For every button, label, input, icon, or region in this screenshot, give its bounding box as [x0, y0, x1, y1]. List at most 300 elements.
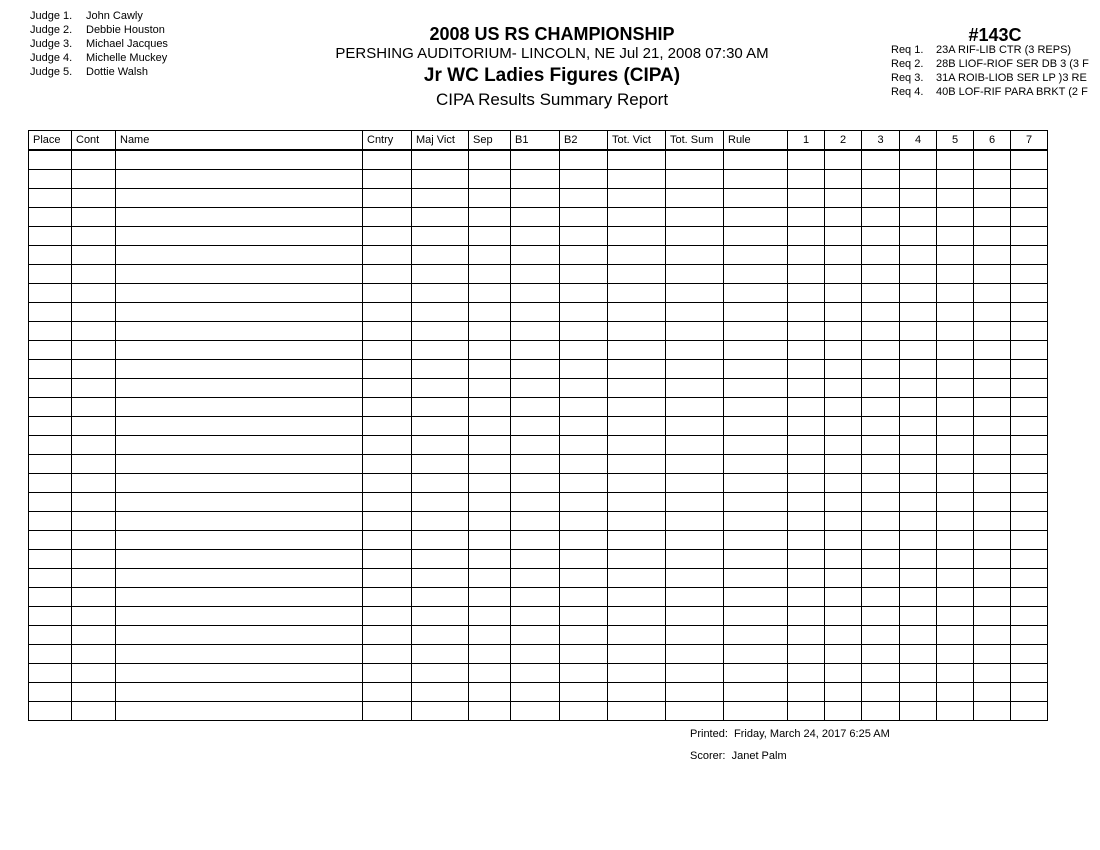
table-cell: [937, 341, 974, 360]
table-cell: [469, 208, 511, 227]
table-cell: [1011, 645, 1048, 664]
table-cell: [900, 265, 937, 284]
table-cell: [29, 664, 72, 683]
table-row: [29, 626, 1048, 645]
table-cell: [608, 626, 666, 645]
table-cell: [29, 360, 72, 379]
table-cell: [937, 379, 974, 398]
table-cell: [511, 227, 560, 246]
table-cell: [116, 607, 363, 626]
table-cell: [974, 683, 1011, 702]
report-title: CIPA Results Summary Report: [435, 90, 669, 109]
table-cell: [724, 531, 788, 550]
table-cell: [72, 493, 116, 512]
table-cell: [116, 645, 363, 664]
table-row: [29, 588, 1048, 607]
table-cell: [412, 436, 469, 455]
table-cell: [363, 436, 412, 455]
table-cell: [862, 189, 900, 208]
table-cell: [900, 227, 937, 246]
results-table: [28, 130, 1048, 721]
table-cell: [788, 227, 825, 246]
table-cell: [511, 607, 560, 626]
table-cell: [788, 455, 825, 474]
table-cell: [412, 189, 469, 208]
column-header: Tot. Sum: [666, 131, 724, 151]
requirement-item: [891, 85, 1089, 99]
table-cell: [862, 284, 900, 303]
table-cell: [511, 170, 560, 189]
column-header: Cntry: [363, 131, 412, 151]
table-cell: [72, 683, 116, 702]
table-cell: [724, 189, 788, 208]
table-cell: [363, 607, 412, 626]
table-cell: [724, 208, 788, 227]
table-cell: [116, 436, 363, 455]
table-cell: [560, 588, 608, 607]
column-header: Maj Vict: [412, 131, 469, 151]
table-cell: [788, 208, 825, 227]
table-cell: [116, 265, 363, 284]
column-header: 3: [862, 131, 900, 151]
table-cell: [469, 265, 511, 284]
table-cell: [608, 189, 666, 208]
scorer-info: [690, 750, 787, 762]
table-cell: [900, 189, 937, 208]
table-cell: [511, 664, 560, 683]
table-cell: [560, 645, 608, 664]
table-cell: [666, 227, 724, 246]
table-cell: [511, 474, 560, 493]
table-cell: [560, 379, 608, 398]
table-cell: [825, 227, 862, 246]
table-cell: [1011, 550, 1048, 569]
table-cell: [900, 531, 937, 550]
table-cell: [937, 246, 974, 265]
table-cell: [72, 550, 116, 569]
requirement-label: Req 2.: [891, 58, 924, 70]
table-cell: [29, 189, 72, 208]
table-cell: [412, 379, 469, 398]
table-cell: [825, 493, 862, 512]
table-cell: [788, 360, 825, 379]
table-cell: [608, 436, 666, 455]
table-cell: [788, 512, 825, 531]
table-cell: [469, 588, 511, 607]
table-cell: [788, 246, 825, 265]
table-cell: [974, 189, 1011, 208]
table-cell: [937, 265, 974, 284]
table-cell: [937, 189, 974, 208]
table-cell: [788, 189, 825, 208]
table-cell: [862, 588, 900, 607]
table-cell: [666, 150, 724, 170]
table-cell: [608, 455, 666, 474]
table-cell: [608, 398, 666, 417]
table-cell: [937, 702, 974, 721]
table-cell: [29, 702, 72, 721]
table-cell: [862, 474, 900, 493]
table-cell: [412, 702, 469, 721]
table-cell: [560, 455, 608, 474]
table-cell: [862, 683, 900, 702]
table-cell: [72, 569, 116, 588]
table-cell: [900, 626, 937, 645]
table-cell: [900, 341, 937, 360]
table-cell: [511, 531, 560, 550]
table-cell: [608, 246, 666, 265]
table-cell: [666, 246, 724, 265]
table-cell: [511, 645, 560, 664]
table-cell: [825, 474, 862, 493]
table-cell: [937, 550, 974, 569]
table-cell: [724, 341, 788, 360]
table-cell: [511, 588, 560, 607]
table-cell: [666, 455, 724, 474]
table-cell: [116, 531, 363, 550]
table-cell: [900, 322, 937, 341]
table-cell: [788, 626, 825, 645]
table-cell: [937, 474, 974, 493]
table-cell: [862, 664, 900, 683]
table-cell: [724, 493, 788, 512]
table-cell: [825, 341, 862, 360]
table-cell: [511, 265, 560, 284]
table-cell: [363, 303, 412, 322]
table-cell: [974, 512, 1011, 531]
table-cell: [788, 645, 825, 664]
table-cell: [724, 150, 788, 170]
table-cell: [825, 626, 862, 645]
table-cell: [724, 626, 788, 645]
table-cell: [825, 208, 862, 227]
division-title: Jr WC Ladies Figures (CIPA): [423, 65, 681, 86]
table-cell: [666, 607, 724, 626]
table-row: [29, 341, 1048, 360]
table-cell: [788, 417, 825, 436]
table-cell: [937, 284, 974, 303]
table-cell: [469, 531, 511, 550]
table-cell: [29, 626, 72, 645]
table-row: [29, 170, 1048, 189]
table-cell: [724, 645, 788, 664]
table-cell: [1011, 170, 1048, 189]
table-row: [29, 284, 1048, 303]
table-cell: [862, 170, 900, 189]
table-cell: [974, 417, 1011, 436]
table-cell: [469, 360, 511, 379]
table-cell: [788, 170, 825, 189]
column-header: 1: [788, 131, 825, 151]
table-cell: [724, 170, 788, 189]
table-cell: [116, 398, 363, 417]
table-cell: [900, 398, 937, 417]
table-cell: [937, 398, 974, 417]
scorer-label: Scorer:: [690, 750, 726, 762]
table-cell: [1011, 284, 1048, 303]
table-cell: [1011, 208, 1048, 227]
table-cell: [608, 588, 666, 607]
column-header: 4: [900, 131, 937, 151]
judge-item: [30, 37, 168, 51]
table-cell: [469, 322, 511, 341]
table-cell: [974, 550, 1011, 569]
table-cell: [363, 493, 412, 512]
table-cell: [608, 322, 666, 341]
table-cell: [974, 150, 1011, 170]
table-cell: [788, 531, 825, 550]
table-cell: [363, 189, 412, 208]
table-cell: [937, 588, 974, 607]
table-cell: [560, 150, 608, 170]
table-cell: [666, 588, 724, 607]
table-cell: [788, 379, 825, 398]
requirements-list: [891, 43, 1089, 99]
table-cell: [608, 645, 666, 664]
table-cell: [862, 512, 900, 531]
table-cell: [469, 607, 511, 626]
table-cell: [363, 531, 412, 550]
table-cell: [469, 664, 511, 683]
table-cell: [1011, 398, 1048, 417]
table-cell: [788, 550, 825, 569]
table-cell: [900, 379, 937, 398]
table-cell: [937, 607, 974, 626]
table-cell: [363, 645, 412, 664]
table-cell: [1011, 531, 1048, 550]
table-cell: [825, 702, 862, 721]
event-number: #143C: [968, 25, 1022, 45]
table-cell: [724, 379, 788, 398]
table-cell: [862, 626, 900, 645]
table-row: [29, 246, 1048, 265]
table-cell: [862, 417, 900, 436]
table-cell: [666, 303, 724, 322]
table-cell: [412, 265, 469, 284]
table-cell: [412, 664, 469, 683]
table-cell: [29, 246, 72, 265]
table-cell: [560, 265, 608, 284]
table-cell: [666, 398, 724, 417]
table-cell: [29, 417, 72, 436]
table-cell: [511, 493, 560, 512]
table-cell: [469, 550, 511, 569]
table-cell: [363, 550, 412, 569]
table-row: [29, 531, 1048, 550]
table-cell: [937, 303, 974, 322]
table-cell: [72, 360, 116, 379]
table-cell: [974, 569, 1011, 588]
table-cell: [560, 683, 608, 702]
table-cell: [511, 150, 560, 170]
table-cell: [72, 626, 116, 645]
table-cell: [724, 664, 788, 683]
table-cell: [412, 303, 469, 322]
requirement-text: 31A ROIB-LIOB SER LP )3 RE: [936, 72, 1087, 84]
table-cell: [608, 341, 666, 360]
column-header: Cont: [72, 131, 116, 151]
table-cell: [412, 170, 469, 189]
table-cell: [825, 360, 862, 379]
table-cell: [724, 474, 788, 493]
table-cell: [825, 246, 862, 265]
table-cell: [412, 550, 469, 569]
table-cell: [29, 341, 72, 360]
requirement-label: Req 4.: [891, 86, 924, 98]
table-cell: [788, 436, 825, 455]
table-cell: [116, 303, 363, 322]
table-cell: [72, 284, 116, 303]
table-row: [29, 189, 1048, 208]
table-cell: [900, 436, 937, 455]
table-cell: [511, 512, 560, 531]
table-row: [29, 150, 1048, 170]
table-cell: [1011, 569, 1048, 588]
table-cell: [511, 550, 560, 569]
requirement-label: Req 3.: [891, 72, 924, 84]
table-cell: [608, 360, 666, 379]
table-cell: [29, 170, 72, 189]
table-cell: [937, 645, 974, 664]
table-cell: [666, 360, 724, 379]
table-cell: [862, 208, 900, 227]
table-cell: [862, 398, 900, 417]
table-cell: [937, 455, 974, 474]
printed-date: Friday, March 24, 2017 6:25 AM: [734, 728, 890, 740]
table-cell: [72, 398, 116, 417]
table-cell: [1011, 588, 1048, 607]
table-cell: [862, 436, 900, 455]
table-cell: [825, 607, 862, 626]
table-cell: [862, 702, 900, 721]
judge-item: [30, 23, 168, 37]
table-cell: [937, 436, 974, 455]
table-cell: [469, 170, 511, 189]
table-cell: [1011, 322, 1048, 341]
table-cell: [825, 322, 862, 341]
table-cell: [29, 683, 72, 702]
table-cell: [1011, 683, 1048, 702]
table-cell: [788, 683, 825, 702]
table-cell: [862, 303, 900, 322]
table-cell: [974, 474, 1011, 493]
table-cell: [29, 474, 72, 493]
table-cell: [72, 227, 116, 246]
table-cell: [937, 322, 974, 341]
table-cell: [1011, 246, 1048, 265]
table-cell: [900, 455, 937, 474]
table-cell: [29, 550, 72, 569]
table-cell: [666, 208, 724, 227]
table-cell: [937, 664, 974, 683]
table-cell: [72, 265, 116, 284]
table-row: [29, 683, 1048, 702]
table-cell: [974, 341, 1011, 360]
table-cell: [974, 170, 1011, 189]
table-row: [29, 322, 1048, 341]
table-cell: [29, 303, 72, 322]
requirement-item: [891, 43, 1089, 57]
table-cell: [412, 150, 469, 170]
table-cell: [560, 702, 608, 721]
table-cell: [608, 702, 666, 721]
table-cell: [862, 150, 900, 170]
table-cell: [900, 588, 937, 607]
table-row: [29, 436, 1048, 455]
table-cell: [825, 550, 862, 569]
table-cell: [788, 569, 825, 588]
table-cell: [72, 189, 116, 208]
table-cell: [608, 379, 666, 398]
table-cell: [560, 607, 608, 626]
table-cell: [900, 683, 937, 702]
table-cell: [511, 189, 560, 208]
table-cell: [29, 493, 72, 512]
table-cell: [900, 493, 937, 512]
table-cell: [511, 436, 560, 455]
table-cell: [724, 683, 788, 702]
table-cell: [72, 417, 116, 436]
table-cell: [608, 284, 666, 303]
table-cell: [560, 398, 608, 417]
table-cell: [900, 246, 937, 265]
table-cell: [937, 531, 974, 550]
column-header: B1: [511, 131, 560, 151]
table-cell: [608, 550, 666, 569]
requirement-item: [891, 71, 1089, 85]
table-cell: [937, 512, 974, 531]
table-row: [29, 303, 1048, 322]
table-cell: [724, 417, 788, 436]
table-cell: [412, 322, 469, 341]
table-cell: [1011, 227, 1048, 246]
venue-date: PERSHING AUDITORIUM- LINCOLN, NE Jul 21, 2008 07:30 AM: [335, 45, 769, 62]
table-cell: [363, 170, 412, 189]
table-cell: [363, 341, 412, 360]
table-cell: [666, 683, 724, 702]
table-cell: [412, 284, 469, 303]
table-cell: [974, 455, 1011, 474]
table-cell: [937, 417, 974, 436]
table-cell: [29, 265, 72, 284]
judge-label: Judge 3.: [30, 38, 73, 50]
judge-label: Judge 1.: [30, 10, 73, 22]
table-cell: [363, 246, 412, 265]
table-cell: [608, 265, 666, 284]
column-header: Sep: [469, 131, 511, 151]
table-cell: [974, 360, 1011, 379]
table-cell: [560, 227, 608, 246]
table-cell: [363, 360, 412, 379]
table-cell: [511, 455, 560, 474]
table-row: [29, 227, 1048, 246]
table-cell: [116, 474, 363, 493]
table-cell: [862, 379, 900, 398]
table-cell: [724, 303, 788, 322]
table-row: [29, 360, 1048, 379]
table-cell: [511, 322, 560, 341]
table-cell: [560, 284, 608, 303]
table-cell: [412, 474, 469, 493]
table-cell: [116, 227, 363, 246]
table-cell: [363, 664, 412, 683]
table-cell: [116, 246, 363, 265]
table-cell: [116, 379, 363, 398]
table-cell: [724, 512, 788, 531]
table-cell: [560, 626, 608, 645]
table-cell: [560, 170, 608, 189]
table-cell: [560, 569, 608, 588]
